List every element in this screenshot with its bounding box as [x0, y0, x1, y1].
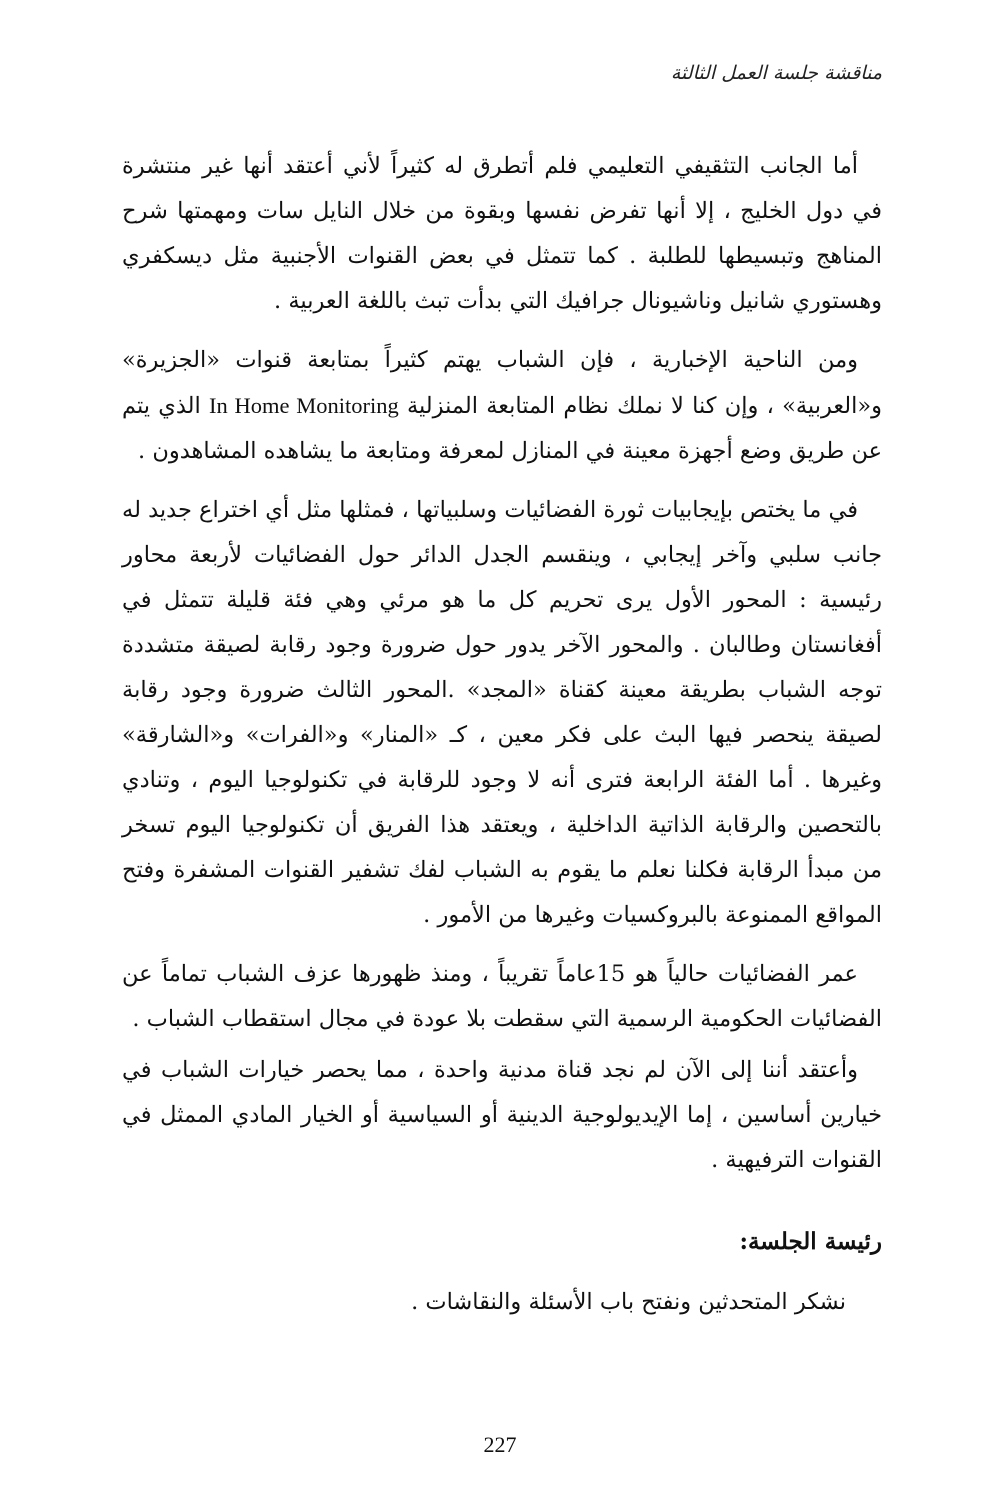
paragraph-civil-channel: وأعتقد أننا إلى الآن لم نجد قناة مدنية واحدة ، مما يحصر خيارات الشباب في خيارين أساسين ، إما الإيديولوجية الدينية أو السياسية أو الخيار المادي الممثل في القنوات الترفيهية .: [122, 1057, 882, 1173]
paragraph-educational-channels: أما الجانب التثقيفي التعليمي فلم أتطرق له كثيراً لأني أعتقد أنها غير منتشرة في دول الخليج ، إلا أنها تفرض نفسها وبقوة من خلال النايل سات ومهمتها شرح المناهج وتبسيطها للطلبة . كما تتمثل في بعض القنوات الأجنبية مثل ديسكفري وهستوري شانيل وناشيونال جرافيك التي بدأت تبث باللغة العربية .: [122, 153, 882, 314]
paragraph-news-text-start: ومن الناحية الإخبارية ، فإن الشباب يهتم كثيراً بمتابعة قنوات «الجزيرة» و«العربية» ، وإن كنا لا نملك نظام المتابعة المنزلية: [122, 347, 882, 419]
paragraph-news-channels: [122, 338, 882, 474]
running-header: مناقشة جلسة العمل الثالثة: [670, 62, 882, 84]
body-text: [122, 144, 882, 1325]
paragraph-pros-cons: في ما يختص بإيجابيات ثورة الفضائيات وسلبياتها ، فمثلها مثل أي اختراع جديد له جانب سلبي وآخر إيجابي ، وينقسم الجدل الدائر حول الفضائيات لأربعة محاور رئيسية : المحور الأول يرى تحريم كل ما هو مرئي وهي فئة قليلة تتمثل في أفغانستان وطالبان . والمحور الآخر يدور حول ضرورة وجود رقابة لصيقة متشددة توجه الشباب بطريقة معينة كقناة «المجد» .المحور الثالث ضرورة وجود رقابة لصيقة ينحصر فيها البث على فكر معين ، كـ «المنار» و«الفرات» و«الشارقة» وغيرها . أما الفئة الرابعة فترى أنه لا وجود للرقابة في تكنولوجيا اليوم ، وتنادي بالتحصين والرقابة الذاتية الداخلية ، ويعتقد هذا الفريق أن تكنولوجيا اليوم تسخر من مبدأ الرقابة فكلنا نعلم ما يقوم به الشباب لفك تشفير القنوات المشفرة وفتح المواقع الممنوعة بالبروكسيات وغيرها من الأمور .: [122, 497, 882, 928]
page-number: 227: [483, 1432, 517, 1457]
session-chair-label: رئيسة الجلسة:: [739, 1228, 882, 1255]
paragraph-news-text-end: الذي يتم عن طريق وضع أجهزة معينة في المنازل لمعرفة ومتابعة ما يشاهده المشاهدون .: [122, 393, 882, 464]
english-term: In Home Monitoring: [209, 393, 399, 418]
closing-remark: نشكر المتحدثين ونفتح باب الأسئلة والنقاشات .: [411, 1289, 846, 1315]
paragraph-satellite-age: عمر الفضائيات حالياً هو 15عاماً تقريباً ، ومنذ ظهورها عزف الشباب تماماً عن الفضائيات الحكومية الرسمية التي سقطت بلا عودة في مجال استقطاب الشباب .: [122, 961, 882, 1032]
